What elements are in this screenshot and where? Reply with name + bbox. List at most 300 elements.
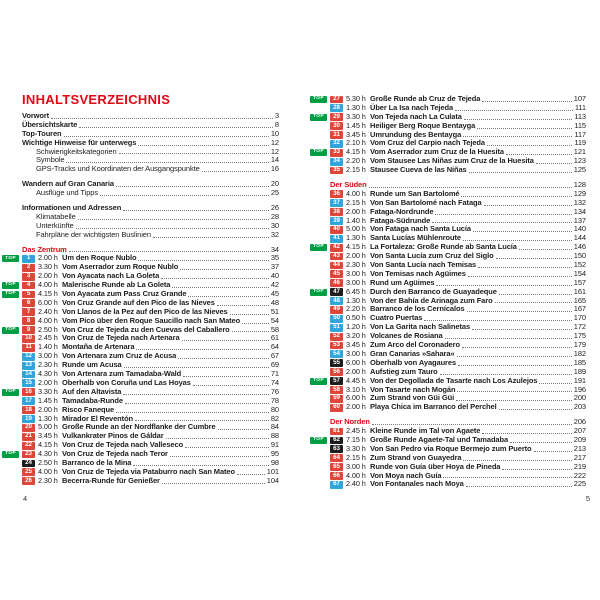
tour-entry	[22, 379, 279, 388]
dot-leader	[445, 338, 572, 339]
tour-title: Vom Aserrador zum Cruz de la Huesita	[370, 147, 504, 157]
dot-leader	[242, 323, 269, 324]
tour-number-badge: 53	[330, 342, 343, 350]
dot-leader	[116, 412, 269, 413]
tour-title: Von der Degollada de Tasarte nach Los Azulejos	[370, 375, 538, 385]
tour-duration: 1.40 h	[346, 215, 366, 225]
tour-entry	[5, 386, 279, 397]
tour-duration: 2.00 h	[38, 377, 58, 387]
tour-page: 78	[270, 395, 279, 405]
tour-number-badge: 57	[330, 377, 343, 385]
tour-title: Vom Aserrador zum Roque Nublo	[62, 262, 179, 272]
toc-entry-page: 12	[270, 146, 279, 156]
tour-duration: 3.00 h	[38, 351, 58, 361]
tour-number-badge: 67	[330, 481, 343, 489]
tour-duration: 2.30 h	[38, 475, 58, 485]
tour-entry	[313, 375, 586, 386]
tour-entry	[330, 208, 586, 217]
dot-leader	[472, 329, 572, 330]
tour-title: Tamadaba-Runde	[62, 395, 123, 405]
tour-entry	[313, 94, 586, 104]
tour-entry	[330, 350, 586, 359]
tour-title: Becerra-Runde für Genießer	[62, 475, 160, 485]
tour-number-badge: 49	[330, 306, 343, 314]
tour-page: 179	[573, 340, 586, 350]
tour-duration: 2.00 h	[346, 366, 366, 376]
dot-leader	[123, 210, 269, 211]
tour-number-badge: 64	[330, 454, 343, 462]
tour-page: 182	[573, 348, 586, 358]
tour-number-badge: 48	[330, 297, 343, 305]
dot-leader	[506, 154, 572, 155]
tour-number-badge: 65	[330, 463, 343, 471]
top-tour-badge: TOP	[2, 327, 19, 334]
tour-duration: 2.20 h	[346, 156, 366, 166]
dot-leader	[463, 460, 571, 461]
tour-title: Von Cruz de Tejeda nach Artenara	[62, 333, 180, 343]
tour-title: Oberhalb von Coruña und Las Hoyas	[62, 377, 191, 387]
tour-duration: 2.00 h	[38, 404, 58, 414]
dot-leader	[166, 438, 269, 439]
section-page: 206	[573, 417, 586, 427]
tour-duration: 3.00 h	[346, 268, 366, 278]
tour-page: 76	[270, 386, 279, 396]
tour-title: Vom Cruz del Carpio nach Tejeda	[370, 138, 485, 148]
tour-number-badge: 36	[330, 190, 343, 198]
tour-number-badge: 13	[22, 362, 35, 370]
tour-entry	[22, 334, 279, 343]
tour-title: Fataga-Nordrunde	[370, 206, 434, 216]
tour-number-badge: 60	[330, 404, 343, 412]
tour-duration: 4.30 h	[38, 369, 58, 379]
tour-title: Von Artenara zum Cruz de Acusa	[62, 351, 177, 361]
tour-duration: 4.15 h	[346, 147, 366, 157]
tour-duration: 3.00 h	[346, 348, 366, 358]
tour-page: 175	[573, 331, 586, 341]
tour-title: Von Temisas nach Agüimes	[370, 268, 466, 278]
toc-entry-page: 25	[270, 188, 279, 198]
tour-page: 165	[573, 295, 586, 305]
tour-duration: 4.15 h	[346, 242, 366, 252]
tour-page: 125	[573, 165, 586, 175]
tour-number-badge: 6	[22, 299, 35, 307]
tour-number-badge: 11	[22, 344, 35, 352]
toc-entry	[22, 165, 279, 174]
dot-leader	[372, 424, 572, 425]
top-tour-badge: TOP	[310, 289, 327, 296]
tour-page: 140	[573, 224, 586, 234]
toc-block	[313, 94, 586, 175]
tour-title: Fataga-Südrunde	[370, 215, 431, 225]
tour-page: 117	[574, 129, 586, 139]
tour-title: Cuatro Puertas	[370, 313, 423, 323]
tour-page: 213	[573, 443, 586, 453]
tour-page: 170	[573, 313, 586, 323]
dot-leader	[178, 358, 269, 359]
tour-page: 107	[573, 94, 586, 103]
top-tour-badge: TOP	[310, 378, 327, 385]
tour-title: Von Cruz Grande auf den Pico de las Nieves	[62, 297, 215, 307]
tour-title: Von San Bartolomé nach Fataga	[370, 197, 482, 207]
tour-title: Von Artenara zum Tamadaba-Wald	[62, 369, 182, 379]
tour-duration: 3.30 h	[38, 386, 58, 396]
tour-duration: 7.15 h	[346, 434, 366, 444]
tour-duration: 2.30 h	[346, 260, 366, 270]
tour-duration: 4.00 h	[346, 188, 366, 198]
tour-entry	[330, 199, 586, 208]
tour-page: 54	[270, 315, 279, 325]
tour-page: 88	[270, 431, 279, 441]
tour-duration: 3.30 h	[346, 111, 366, 121]
dot-leader	[461, 196, 571, 197]
dot-leader	[495, 302, 572, 303]
dot-leader	[502, 469, 571, 470]
tour-title: Malerische Runde ab La Goleta	[62, 280, 171, 290]
tour-page: 129	[573, 188, 586, 198]
tour-duration: 2.15 h	[346, 165, 366, 175]
tour-entry	[330, 323, 586, 332]
dot-leader	[153, 237, 269, 238]
toc-right-column	[313, 94, 586, 489]
dot-leader	[51, 118, 273, 119]
tour-title: Von Cruz de Tejeda nach Teror	[62, 449, 168, 459]
tour-page: 64	[270, 342, 279, 352]
toc-entry-label: Vorwort	[22, 111, 50, 120]
tour-number-badge: 16	[22, 388, 35, 396]
page-number-left: 4	[23, 494, 28, 503]
toc-block	[5, 244, 279, 486]
tour-title: Große Runde an der Nordflanke der Cumbre	[62, 422, 216, 432]
tour-number-badge: 4	[22, 282, 35, 290]
toc-entry-label: Wandern auf Gran Canaria	[22, 179, 114, 189]
tour-title: Von La Garita nach Salinetas	[370, 322, 471, 332]
top-tour-badge: TOP	[310, 244, 327, 251]
tour-number-badge: 25	[22, 468, 35, 476]
tour-title: Von Llanos de la Pez auf den Pico de las Nieves	[62, 306, 228, 316]
tour-entry	[22, 397, 279, 406]
tour-title: Oberhalb von Ayagaures	[370, 357, 457, 367]
tour-page: 113	[574, 111, 586, 121]
dot-leader	[170, 456, 269, 457]
toc-block	[22, 204, 279, 240]
tour-entry	[330, 386, 586, 395]
tour-title: Runde um Acusa	[62, 360, 122, 370]
tour-duration: 2.30 h	[38, 360, 58, 370]
dot-leader	[499, 409, 572, 410]
tour-duration: 3.45 h	[346, 129, 366, 139]
tour-number-badge: 52	[330, 333, 343, 341]
tour-entry	[22, 352, 279, 361]
toc-block	[313, 417, 586, 489]
tour-duration: 2.50 h	[38, 457, 58, 467]
tour-title: Risco Faneque	[62, 404, 115, 414]
tour-title: Von San Pedro via Roque Bermejo zum Puerto	[370, 443, 532, 453]
tour-title: Von Santa Lucía zum Cruz del Siglo	[370, 251, 494, 261]
toc-entry-label: Unterkünfte	[36, 220, 74, 230]
tour-number-badge: 5	[22, 291, 35, 299]
dot-leader	[193, 385, 269, 386]
tour-title: Um den Roque Nublo	[62, 253, 137, 263]
tour-page: 40	[270, 271, 279, 281]
toc-entry-label: Schwierigkeitskategorien	[36, 146, 117, 156]
tour-entry	[330, 480, 586, 489]
toc-entry-page: 20	[270, 179, 279, 189]
tour-page: 207	[573, 426, 586, 436]
dot-leader	[463, 240, 572, 241]
tour-duration: 2.15 h	[346, 452, 366, 462]
tour-page: 203	[573, 402, 586, 412]
tour-title: Rund um Agüimes	[370, 277, 435, 287]
tour-entry	[330, 359, 586, 368]
dot-leader	[116, 186, 269, 187]
tour-title: Zum Strand von Guayedra	[370, 452, 462, 462]
tour-number-badge: 17	[22, 397, 35, 405]
tour-duration: 1.30 h	[346, 295, 366, 305]
dot-leader	[185, 447, 269, 448]
tour-title: Vom Pico über den Roque Saucillo nach San Mateo	[62, 315, 241, 325]
tour-title: Zum Strand von Güi Güi	[370, 393, 455, 403]
tour-number-badge: 7	[22, 308, 35, 316]
tour-duration: 3.30 h	[346, 443, 366, 453]
tour-title: Mirador El Reventón	[62, 413, 134, 423]
tour-title: Auf den Altavista	[62, 386, 122, 396]
tour-title: Über La Isa nach Tejeda	[370, 102, 454, 112]
tour-title: Durch den Barranco de Guayadeque	[370, 286, 497, 296]
tour-page: 185	[573, 357, 586, 367]
tour-page: 167	[573, 304, 586, 314]
tour-duration: 2.40 h	[38, 306, 58, 316]
toc-entry-page: 8	[274, 119, 279, 129]
tour-page: 219	[573, 461, 586, 471]
dot-leader	[76, 228, 269, 229]
tour-number-badge: 24	[22, 460, 35, 468]
tour-number-badge: 1	[22, 255, 35, 263]
tour-duration: 4.45 h	[346, 375, 366, 385]
tour-duration: 6.45 h	[346, 286, 366, 296]
tour-number-badge: 41	[330, 235, 343, 243]
toc-entry-page: 32	[270, 229, 279, 239]
tour-number-badge: 30	[330, 122, 343, 130]
tour-page: 222	[573, 470, 586, 480]
tour-duration: 3.10 h	[346, 384, 366, 394]
tour-title: Aufstieg zum Tauro	[370, 366, 438, 376]
tour-title: Volcanes de Rosiana	[370, 331, 443, 341]
tour-page: 191	[573, 375, 586, 385]
tour-number-badge: 32	[330, 140, 343, 148]
tour-number-badge: 46	[330, 279, 343, 287]
tour-title: Von Santa Lucía nach Temisas	[370, 260, 477, 270]
tour-duration: 4.15 h	[38, 289, 58, 299]
tour-duration: 1.30 h	[38, 413, 58, 423]
tour-page: 132	[573, 197, 586, 207]
tour-title: Santa Lucías Mühlenroute	[370, 233, 461, 243]
tour-page: 101	[266, 466, 279, 476]
toc-entry-page: 3	[274, 111, 279, 120]
tour-number-badge: 28	[330, 104, 343, 112]
tour-page: 95	[270, 449, 279, 459]
dot-leader	[457, 391, 571, 392]
toc-block	[22, 180, 279, 198]
tour-duration: 6.00 h	[346, 357, 366, 367]
toc-entry-label: GPS-Tracks und Koordinaten der Ausgangspunkte	[36, 164, 200, 174]
tour-title: Von Ayacata nach La Goleta	[62, 271, 160, 281]
dot-leader	[78, 219, 269, 220]
toc-entry-label: Übersichtskarte	[22, 119, 78, 129]
dot-leader	[443, 477, 571, 478]
tour-number-badge: 8	[22, 317, 35, 325]
tour-title: Von Cruz de Tejeda nach Valleseco	[62, 440, 184, 450]
toc-entry-page: 28	[270, 211, 279, 221]
tour-number-badge: 35	[330, 167, 343, 175]
tour-number-badge: 62	[330, 437, 343, 445]
tour-number-badge: 58	[330, 386, 343, 394]
tour-page: 154	[573, 268, 586, 278]
dot-leader	[469, 172, 572, 173]
tour-page: 152	[573, 260, 586, 270]
tour-duration: 3.45 h	[38, 431, 58, 441]
dot-leader	[369, 187, 572, 188]
dot-leader	[69, 251, 269, 252]
dot-leader	[182, 340, 269, 341]
tour-entry	[330, 270, 586, 279]
tour-page: 121	[573, 147, 586, 157]
tour-title: La Fortaleza: Große Runde ab Santa Lucía	[370, 242, 517, 252]
tour-duration: 6.00 h	[38, 297, 58, 307]
tour-page: 172	[573, 322, 586, 332]
dot-leader	[125, 403, 269, 404]
tour-duration: 3.00 h	[346, 461, 366, 471]
tour-duration: 5.00 h	[346, 224, 366, 234]
dot-leader	[217, 305, 269, 306]
dot-leader	[467, 311, 572, 312]
tour-number-badge: 20	[22, 424, 35, 432]
tour-page: 209	[573, 434, 586, 444]
dot-leader	[473, 231, 572, 232]
tour-page: 225	[573, 479, 586, 489]
tour-page: 74	[270, 377, 279, 387]
dot-leader	[468, 276, 572, 277]
tour-title: Von Tasarte nach Mogán	[370, 384, 456, 394]
dot-leader	[458, 365, 572, 366]
tour-page: 69	[270, 360, 279, 370]
tour-number-badge: 63	[330, 445, 343, 453]
tour-page: 84	[270, 422, 279, 432]
tour-duration: 6.00 h	[346, 393, 366, 403]
tour-page: 61	[270, 333, 279, 343]
dot-leader	[230, 314, 269, 315]
tour-duration: 2.00 h	[346, 402, 366, 412]
tour-number-badge: 47	[330, 288, 343, 296]
dot-leader	[484, 205, 572, 206]
toc-block	[313, 180, 586, 412]
toc-entry-label: Wichtige Hinweise für unterwegs	[22, 137, 137, 147]
dot-leader	[487, 145, 572, 146]
tour-page: 98	[270, 457, 279, 467]
tour-page: 48	[270, 297, 279, 307]
tour-title: Große Runde ab Cruz de Tejeda	[370, 94, 481, 103]
dot-leader	[123, 394, 269, 395]
tour-page: 217	[573, 452, 586, 462]
dot-leader	[457, 356, 572, 357]
tour-title: Heiliger Berg Roque Bentayga	[370, 120, 476, 130]
tour-number-badge: 33	[330, 149, 343, 157]
tour-page: 37	[270, 262, 279, 272]
tour-page: 115	[574, 120, 586, 130]
dot-leader	[218, 429, 269, 430]
tour-title: Stausee Cueva de las Niñas	[370, 165, 467, 175]
dot-leader	[161, 278, 269, 279]
tour-duration: 4.00 h	[346, 470, 366, 480]
dot-leader	[462, 347, 572, 348]
tour-number-badge: 10	[22, 335, 35, 343]
top-tour-badge: TOP	[2, 282, 19, 289]
tour-page: 144	[573, 233, 586, 243]
tour-duration: 1.20 h	[346, 322, 366, 332]
tour-page: 80	[270, 404, 279, 414]
toc-entry-label: Ausflüge und Tipps	[36, 188, 98, 198]
tour-page: 137	[573, 215, 586, 225]
tour-title: Playa Chica im Barranco del Perchel	[370, 402, 497, 412]
dot-leader	[436, 285, 571, 286]
tour-duration: 2.00 h	[38, 253, 58, 263]
tour-duration: 3.45 h	[346, 340, 366, 350]
tour-number-badge: 59	[330, 395, 343, 403]
tour-duration: 2.00 h	[38, 271, 58, 281]
tour-number-badge: 55	[330, 359, 343, 367]
dot-leader	[478, 267, 572, 268]
dot-leader	[172, 287, 268, 288]
tour-duration: 4.00 h	[38, 315, 58, 325]
dot-leader	[435, 214, 571, 215]
dot-leader	[124, 367, 269, 368]
tour-number-badge: 51	[330, 324, 343, 332]
tour-number-badge: 38	[330, 208, 343, 216]
tour-number-badge: 14	[22, 371, 35, 379]
dot-leader	[66, 162, 268, 163]
tour-title: Runde von Guía über Hoya de Pineda	[370, 461, 501, 471]
tour-title: Runde um San Bartolomé	[370, 188, 460, 198]
dot-leader	[133, 465, 268, 466]
tour-title: Montaña de Artenara	[62, 342, 135, 352]
tour-number-badge: 29	[330, 113, 343, 121]
dot-leader	[183, 376, 269, 377]
toc-block	[22, 112, 279, 174]
tour-page: 51	[270, 306, 279, 316]
tour-title: Von Fontanales nach Moya	[370, 479, 464, 489]
tour-duration: 3.00 h	[346, 277, 366, 287]
tour-duration: 4.15 h	[38, 440, 58, 450]
section-page: 128	[573, 180, 586, 190]
tour-title: Von Tejeda nach La Culata	[370, 111, 462, 121]
dot-leader	[180, 269, 269, 270]
tour-number-badge: 3	[22, 273, 35, 281]
tour-page: 35	[270, 253, 279, 263]
tour-number-badge: 42	[330, 244, 343, 252]
top-tour-badge: TOP	[310, 149, 327, 156]
section-header	[22, 246, 279, 255]
tour-page: 134	[573, 206, 586, 216]
dot-leader	[534, 451, 572, 452]
toc-entry-label: Symbole	[36, 155, 65, 165]
top-tour-badge: TOP	[310, 437, 327, 444]
tour-page: 58	[270, 324, 279, 334]
toc-entry	[22, 231, 279, 240]
tour-duration: 4.00 h	[38, 466, 58, 476]
tour-number-badge: 22	[22, 442, 35, 450]
tour-entry	[330, 305, 586, 314]
tour-number-badge: 40	[330, 226, 343, 234]
toc-entry	[22, 189, 279, 198]
